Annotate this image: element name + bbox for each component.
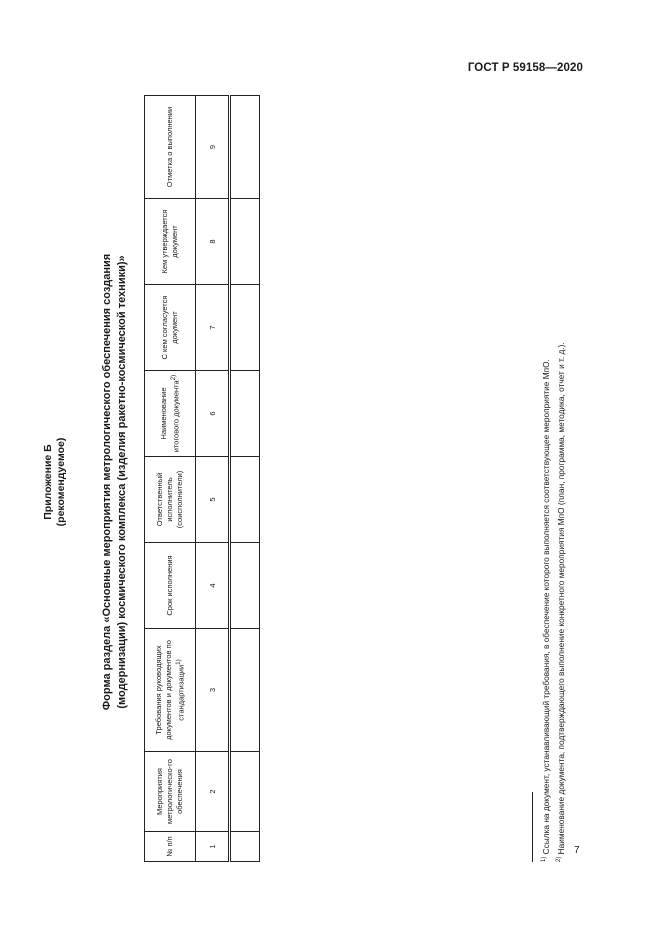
- page-number: 7: [574, 845, 580, 856]
- form-title: [100, 102, 129, 862]
- column-header: Мероприятия метрологическо-го обеспечения: [145, 752, 196, 832]
- column-number: 5: [196, 457, 230, 543]
- table-cell: [230, 199, 260, 285]
- standard-designation: ГОСТ Р 59158—2020: [467, 62, 583, 74]
- column-number: 4: [196, 543, 230, 629]
- form-title-line-1: Форма раздела «Основные мероприятия метрологического обеспечения создания: [101, 253, 113, 711]
- column-number: 8: [196, 199, 230, 285]
- column-number: 6: [196, 371, 230, 457]
- table-number-row: [196, 96, 230, 862]
- footnote-ref: 1): [174, 659, 182, 665]
- table-cell: [230, 629, 260, 752]
- appendix-title: Приложение Б: [42, 444, 54, 520]
- measures-table: [144, 95, 260, 862]
- column-header: С кем согласуется документ: [145, 285, 196, 371]
- column-number: 9: [196, 96, 230, 199]
- appendix-status: (рекомендуемое): [55, 437, 67, 527]
- column-header: Срок исполнения: [145, 543, 196, 629]
- table-cell: [230, 96, 260, 199]
- table-header-row: [145, 96, 196, 862]
- footnote-divider: [532, 792, 533, 862]
- table-cell: [230, 371, 260, 457]
- column-number: 7: [196, 285, 230, 371]
- table-cell: [230, 752, 260, 832]
- column-header: Отметка о выполнении: [145, 96, 196, 199]
- table-cell: [230, 832, 260, 862]
- footnote-ref: 2): [169, 374, 177, 381]
- column-header: Наименование итогового документа$^{2)}$: [145, 371, 196, 457]
- rotated-content: [42, 82, 602, 862]
- table-cell: [230, 285, 260, 371]
- column-header: Требования руководящих документов и документов по стандартизации$^{1)}$: [145, 629, 196, 752]
- footnote-item: $^{1)}$ Ссылка на документ, устанавливающий требования, в обеспечение которого выполняется соответствующее мероприятие МпО.: [540, 359, 551, 862]
- table-row: [230, 96, 260, 862]
- column-header: Ответственный исполнитель (соисполнители): [145, 457, 196, 543]
- footnotes: [538, 72, 568, 862]
- table-cell: [230, 543, 260, 629]
- form-title-line-2: (модернизации) космического комплекса (изделия ракетно-космической техники)»: [115, 255, 128, 709]
- footnote-item: $^{2)}$ Наименование документа, подтверждающего выполнение конкретного мероприятия МпО (план, программа, методика, отчет и т. д.).: [555, 342, 566, 862]
- column-number: 3: [196, 629, 230, 752]
- table-cell: [230, 457, 260, 543]
- column-header: Кем утверждается документ: [145, 199, 196, 285]
- column-number: 2: [196, 752, 230, 832]
- appendix-heading: [42, 102, 68, 862]
- column-header: № п/п: [145, 832, 196, 862]
- column-number: 1: [196, 832, 230, 862]
